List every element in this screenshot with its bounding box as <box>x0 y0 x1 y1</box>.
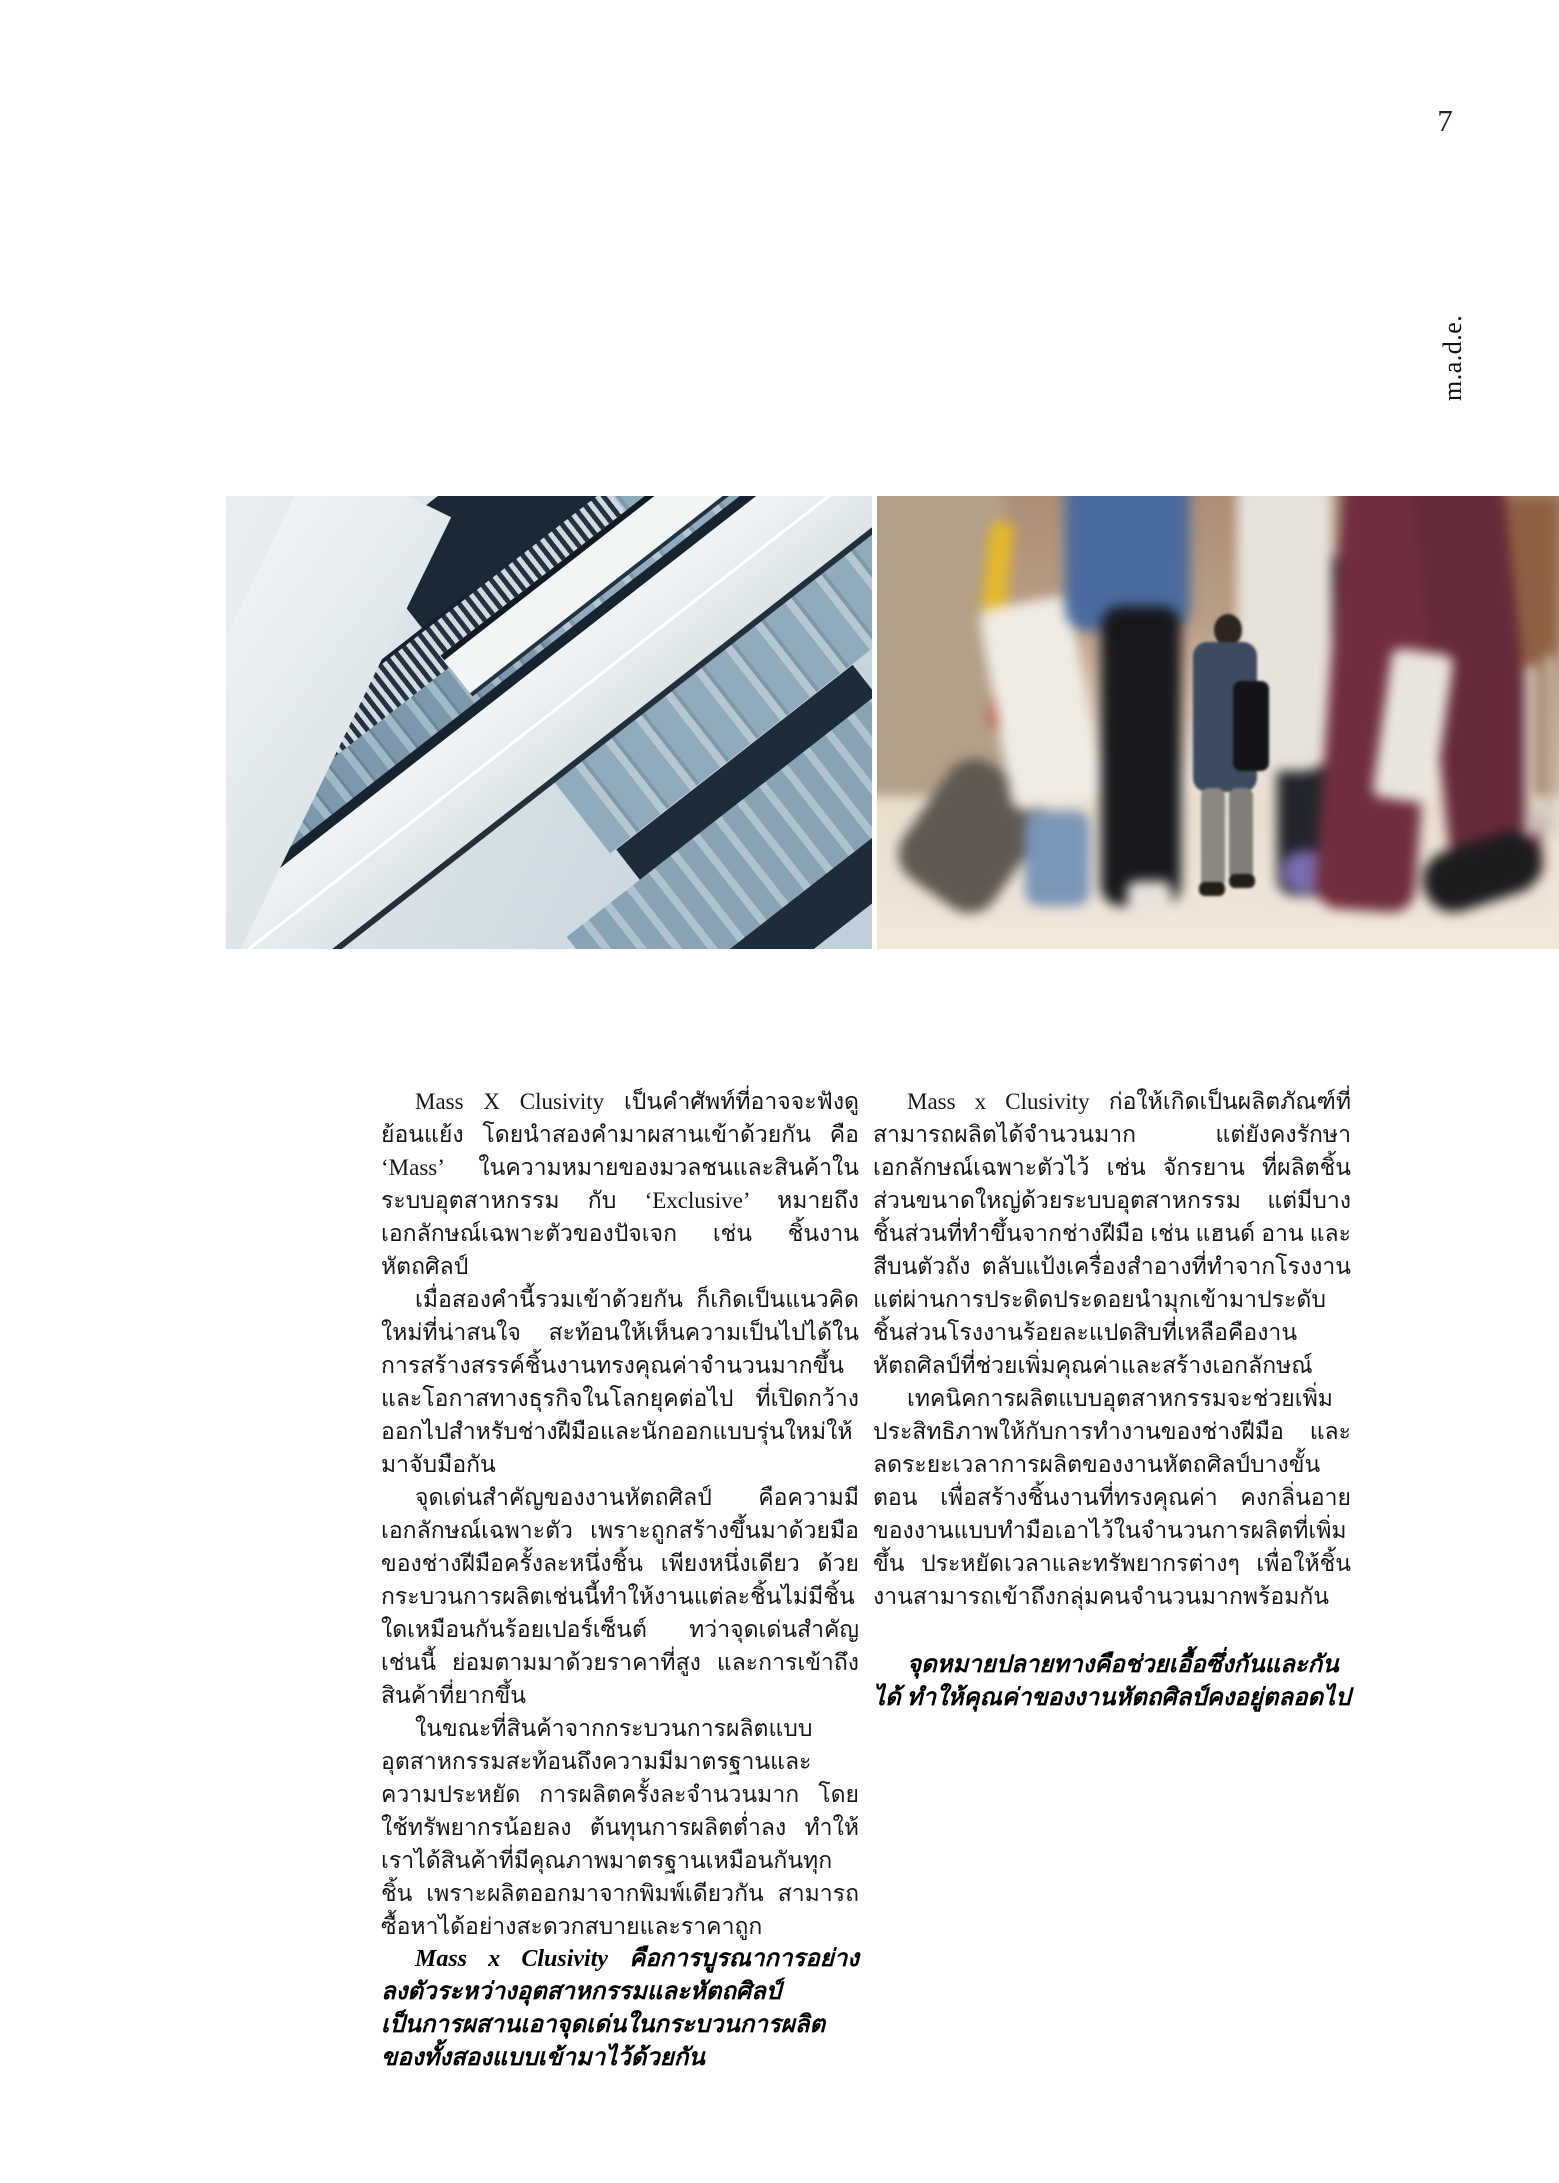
pedestrian-leg-shape <box>1229 788 1253 880</box>
paragraph: เทคนิคการผลิตแบบอุตสาหกรรมจะช่วยเพิ่มประสิทธิภาพให้กับการทำงานของช่างฝีมือ และลดระยะเวลาการผลิตของงานหัตถศิลป์บางขั้นตอน เพื่อสร้างชิ้นงานที่ทรงคุณค่า คงกลิ่นอายของงานแบบทำมือเอาไว้ในจำนวนการผลิตที่เพิ่มขึ้น ประหยัดเวลาและทรัพยากรต่างๆ เพื่อให้ชิ้นงานสามารถเข้าถึงกลุ่มคนจำนวนมากพร้อมกัน <box>873 1386 1351 1609</box>
photo-crowd <box>877 496 1559 949</box>
paragraph-emphasis: จุดหมายปลายทางคือช่วยเอื้อซึ่งกันและกันได้ ทำให้คุณค่าของงานหัตถศิลป์คงอยู่ตลอดไป <box>873 1652 1351 1711</box>
paragraph: ในขณะที่สินค้าจากกระบวนการผลิตแบบอุตสาหกรรมสะท้อนถึงความมีมาตรฐานและความประหยัด การผลิตครั้งละจำนวนมาก โดยใช้ทรัพยากรน้อยลง ต้นทุนการผลิตต่ำลง ทำให้เราได้สินค้าที่มีคุณภาพมาตรฐานเหมือนกันทุกชิ้น เพราะผลิตออกมาจากพิมพ์เดียวกัน สามารถซื้อหาได้อย่างสะดวกสบายและราคาถูก <box>381 1716 859 1939</box>
paragraph: จุดเด่นสำคัญของงานหัตถศิลป์ คือความมีเอกลักษณ์เฉพาะตัว เพราะถูกสร้างขึ้นมาด้วยมือของช่างฝีมือครั้งละหนึ่งชิ้น เพียงหนึ่งเดียว ด้วยกระบวนการผลิตเช่นนี้ทำให้งานแต่ละชิ้นไม่มีชิ้นใดเหมือนกันร้อยเปอร์เซ็นต์ ทว่าจุดเด่นสำคัญเช่นนี้ ย่อมตามมาด้วยราคาที่สูง และการเข้าถึงสินค้าที่ยากขึ้น <box>381 1485 859 1708</box>
pedestrian-leg-shape <box>1201 788 1225 888</box>
photo-escalators <box>226 496 872 949</box>
pedestrian-shoe-shape <box>1229 874 1255 888</box>
article-column-right <box>873 1085 1351 1715</box>
central-pedestrian-layer <box>877 496 1559 949</box>
page-number: 7 <box>1437 103 1453 138</box>
paragraph: เมื่อสองคำนี้รวมเข้าด้วยกัน ก็เกิดเป็นแนวคิดใหม่ที่น่าสนใจ สะท้อนให้เห็นความเป็นไปได้ในการสร้างสรรค์ชิ้นงานทรงคุณค่าจำนวนมากขึ้น และโอกาสทางธุรกิจในโลกยุคต่อไป ที่เปิดกว้างออกไปสำหรับช่างฝีมือและนักออกแบบรุ่นใหม่ให้มาจับมือกัน <box>381 1287 859 1477</box>
brand-label: m.a.d.e. <box>1438 314 1467 401</box>
side-brand-vertical-text <box>1438 315 1468 401</box>
article-column-left <box>381 1085 859 2075</box>
paragraph: Mass X Clusivity เป็นคำศัพท์ที่อาจจะฟังดูย้อนแย้ง โดยนำสองคำมาผสานเข้าด้วยกัน คือ ‘Mass’ ในความหมายของมวลชนและสินค้าในระบบอุตสาหกรรม กับ ‘Exclusive’ หมายถึงเอกลักษณ์เฉพาะตัวของปัจเจก เช่น ชิ้นงานหัตถศิลป์ <box>381 1089 859 1279</box>
pedestrian-shoe-shape <box>1199 882 1225 896</box>
shoulder-bag-shape <box>1233 681 1269 771</box>
paragraph: Mass x Clusivity ก่อให้เกิดเป็นผลิตภัณฑ์ที่สามารถผลิตได้จำนวนมาก แต่ยังคงรักษาเอกลักษณ์เฉพาะตัวไว้ เช่น จักรยาน ที่ผลิตชิ้นส่วนขนาดใหญ่ด้วยระบบอุตสาหกรรม แต่มีบางชิ้นส่วนที่ทำขึ้นจากช่างฝีมือ เช่น แฮนด์ อาน และสีบนตัวถัง ตลับแป้งเครื่องสำอางที่ทำจากโรงงาน แต่ผ่านการประดิดประดอยนำมุกเข้ามาประดับ ชิ้นส่วนโรงงานร้อยละแปดสิบที่เหลือคืองานหัตถศิลป์ที่ช่วยเพิ่มคุณค่าและสร้างเอกลักษณ์ <box>873 1089 1351 1378</box>
paragraph-emphasis: Mass x Clusivity คือการบูรณาการอย่างลงตัวระหว่างอุตสาหกรรมและหัตถศิลป์ เป็นการผสานเอาจุดเด่นในกระบวนการผลิตของทั้งสองแบบเข้ามาไว้ด้วยกัน <box>381 1946 859 2071</box>
